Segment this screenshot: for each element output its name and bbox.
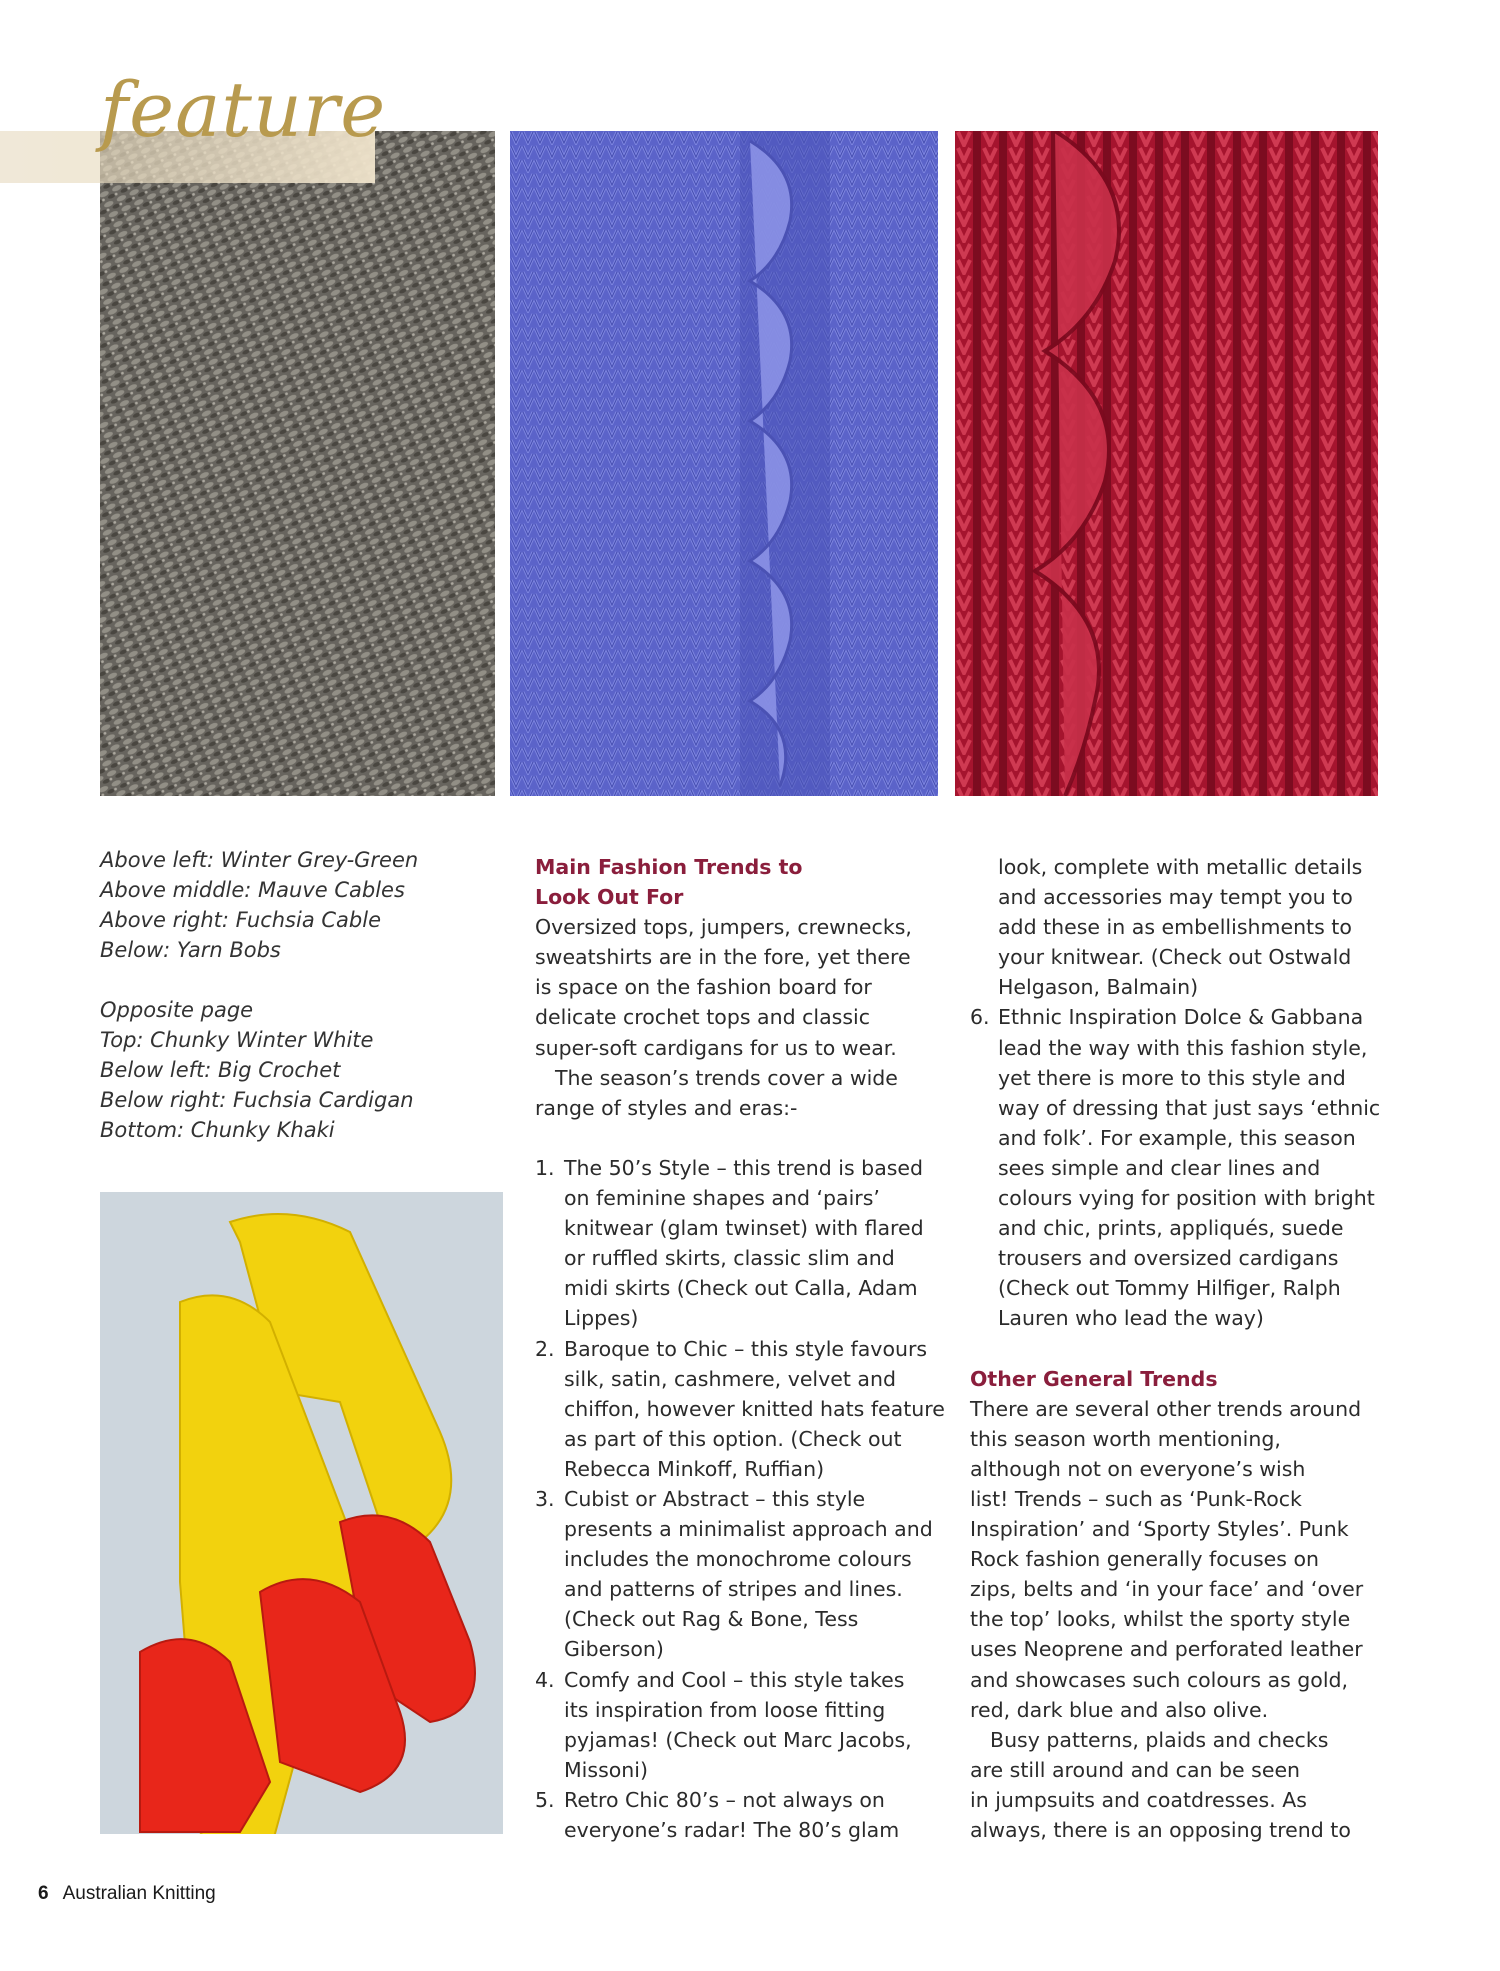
body-line: in jumpsuits and coatdresses. As xyxy=(970,1787,1307,1812)
caption-line: Above middle: Mauve Cables xyxy=(100,878,405,902)
body-line: and patterns of stripes and lines. xyxy=(564,1577,903,1602)
body-line: its inspiration from loose fitting xyxy=(564,1697,886,1722)
body-line: There are several other trends around xyxy=(970,1396,1362,1421)
list-item xyxy=(970,1002,1390,1032)
body-line: everyone’s radar! The 80’s glam xyxy=(564,1818,900,1842)
body-line: red, dark blue and also olive. xyxy=(970,1697,1269,1722)
photo-mauve-cables xyxy=(510,131,938,796)
body-line: range of styles and eras:- xyxy=(535,1095,798,1120)
body-line: sees simple and clear lines and xyxy=(998,1155,1321,1180)
body-line: way of dressing that just says ‘ethnic xyxy=(998,1095,1381,1120)
photo-winter-grey-green xyxy=(100,131,495,796)
body-line: and accessories may tempt you to xyxy=(998,885,1353,910)
body-line: Baroque to Chic – this style favours xyxy=(564,1336,928,1361)
body-line: pyjamas! (Check out Marc Jacobs, xyxy=(564,1727,912,1752)
list-number: 6. xyxy=(970,1005,990,1030)
body-line: Inspiration’ and ‘Sporty Styles’. Punk xyxy=(970,1517,1349,1542)
section-heading: Other General Trends xyxy=(970,1366,1218,1391)
caption-gap xyxy=(100,965,480,995)
body-line: silk, satin, cashmere, velvet and xyxy=(564,1366,896,1391)
section-heading: Main Fashion Trends to xyxy=(535,855,803,879)
list-item xyxy=(535,1484,955,1514)
body-line: delicate crochet tops and classic xyxy=(535,1005,870,1030)
body-line: Lippes) xyxy=(564,1306,639,1331)
body-line: (Check out Tommy Hilfiger, Ralph xyxy=(998,1276,1341,1301)
body-line: The 50’s Style – this trend is based xyxy=(564,1155,924,1180)
list-number: 5. xyxy=(535,1787,555,1812)
body-line: zips, belts and ‘in your face’ and ‘over xyxy=(970,1577,1364,1602)
photo-fuchsia-cable xyxy=(955,131,1378,796)
body-line: and chic, prints, appliqués, suede xyxy=(998,1216,1344,1241)
body-line: super-soft cardigans for us to wear. xyxy=(535,1035,897,1060)
body-line: includes the monochrome colours xyxy=(564,1547,912,1572)
body-line: Oversized tops, jumpers, crewnecks, xyxy=(535,915,912,940)
body-line: Rock fashion generally focuses on xyxy=(970,1547,1320,1572)
body-line: always, there is an opposing trend to xyxy=(970,1818,1351,1842)
body-line: and showcases such colours as gold, xyxy=(970,1667,1349,1692)
body-line: Helgason, Balmain) xyxy=(998,975,1199,1000)
body-line: list! Trends – such as ‘Punk-Rock xyxy=(970,1486,1302,1511)
body-line: Ethnic Inspiration Dolce & Gabbana xyxy=(998,1005,1364,1030)
body-line: presents a minimalist approach and xyxy=(564,1517,933,1542)
list-item xyxy=(535,1665,955,1695)
body-line: trousers and oversized cardigans xyxy=(998,1246,1339,1271)
list-item xyxy=(535,1785,955,1815)
body-line: colours vying for position with bright xyxy=(998,1186,1375,1211)
list-item xyxy=(535,1334,955,1364)
caption-line: Above right: Fuchsia Cable xyxy=(100,908,381,932)
body-line: lead the way with this fashion style, xyxy=(998,1035,1368,1060)
list-number: 1. xyxy=(535,1155,555,1180)
body-line: Lauren who lead the way) xyxy=(998,1306,1264,1331)
body-line: as part of this option. (Check out xyxy=(564,1426,902,1451)
body-line: this season worth mentioning, xyxy=(970,1426,1281,1451)
magazine-name: Australian Knitting xyxy=(62,1883,216,1904)
spacer xyxy=(970,1334,1390,1364)
list-number: 4. xyxy=(535,1667,555,1692)
list-number: 3. xyxy=(535,1486,555,1511)
body-line: Cubist or Abstract – this style xyxy=(564,1486,866,1511)
caption-line: Bottom: Chunky Khaki xyxy=(100,1118,335,1142)
body-line: midi skirts (Check out Calla, Adam xyxy=(564,1276,918,1301)
page-number: 6 xyxy=(38,1883,49,1904)
section-label: feature xyxy=(100,65,387,154)
photo-captions xyxy=(100,845,480,1145)
section-heading: Look Out For xyxy=(535,885,684,910)
caption-line: Below left: Big Crochet xyxy=(100,1058,341,1082)
body-line: Busy patterns, plaids and checks xyxy=(990,1727,1329,1752)
photo-yarn-bobs xyxy=(100,1192,503,1834)
body-line: sweatshirts are in the fore, yet there xyxy=(535,945,911,970)
body-line: chiffon, however knitted hats feature xyxy=(564,1396,945,1421)
caption-line: Below right: Fuchsia Cardigan xyxy=(100,1088,414,1112)
body-line: on feminine shapes and ‘pairs’ xyxy=(564,1186,880,1211)
body-line: knitwear (glam twinset) with flared xyxy=(564,1216,924,1241)
article-column-middle xyxy=(535,852,955,1845)
caption-line: Top: Chunky Winter White xyxy=(100,1028,374,1052)
body-line: yet there is more to this style and xyxy=(998,1065,1346,1090)
body-line: the top’ looks, whilst the sporty style xyxy=(970,1607,1351,1632)
body-line: (Check out Rag & Bone, Tess xyxy=(564,1607,859,1632)
body-line: Rebecca Minkoff, Ruffian) xyxy=(564,1456,825,1481)
body-line: uses Neoprene and perforated leather xyxy=(970,1637,1363,1662)
body-line: Comfy and Cool – this style takes xyxy=(564,1667,905,1692)
list-number: 2. xyxy=(535,1336,555,1361)
caption-line: Opposite page xyxy=(100,998,254,1022)
page-footer xyxy=(38,1883,216,1905)
caption-line: Below: Yarn Bobs xyxy=(100,938,281,962)
article-column-right xyxy=(970,852,1390,1845)
caption-line: Above left: Winter Grey-Green xyxy=(100,848,419,872)
body-line: are still around and can be seen xyxy=(970,1757,1301,1782)
list-item xyxy=(535,1153,955,1183)
body-line: The season’s trends cover a wide xyxy=(555,1065,898,1090)
spacer xyxy=(535,1123,955,1153)
body-line: add these in as embellishments to xyxy=(998,915,1352,940)
body-line: is space on the fashion board for xyxy=(535,975,872,1000)
body-line: although not on everyone’s wish xyxy=(970,1456,1306,1481)
body-line: or ruffled skirts, classic slim and xyxy=(564,1246,895,1271)
body-line: Retro Chic 80’s – not always on xyxy=(564,1787,885,1812)
body-line: Missoni) xyxy=(564,1757,648,1782)
body-line: look, complete with metallic details xyxy=(998,855,1363,879)
body-line: your knitwear. (Check out Ostwald xyxy=(998,945,1352,970)
body-line: and folk’. For example, this season xyxy=(998,1125,1356,1150)
body-line: Giberson) xyxy=(564,1637,664,1662)
